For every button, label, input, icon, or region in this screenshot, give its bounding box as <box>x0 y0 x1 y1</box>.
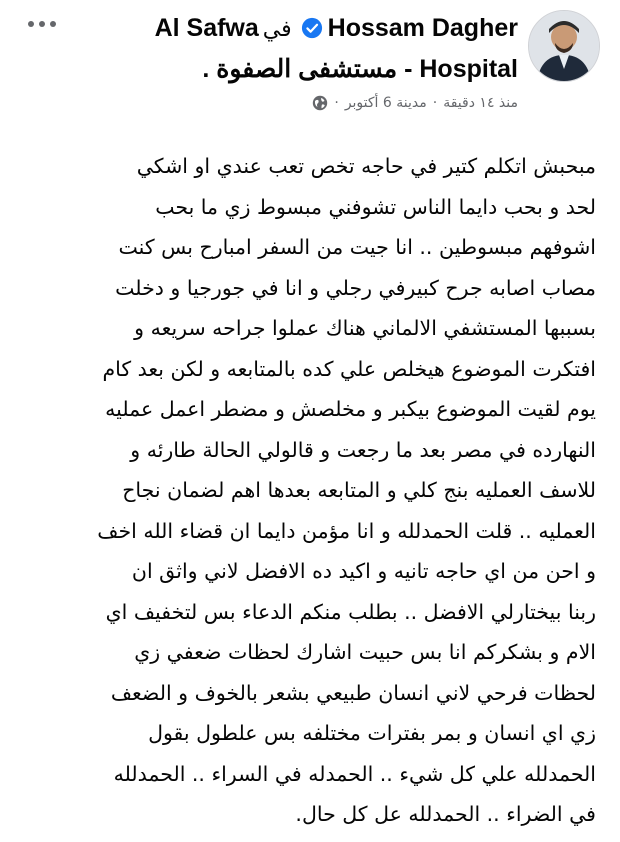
post-line: لحظات فرحي لاني انسان طبيعي بشعر بالخوف و الضعف <box>110 680 596 705</box>
author-avatar[interactable] <box>528 10 600 82</box>
post-time[interactable]: منذ ١٤ دقيقة <box>443 95 518 111</box>
post-line: لحد و بحب دايما الناس تشوفني مبسوط زي ما بحب <box>155 194 596 219</box>
more-options-icon <box>28 21 34 27</box>
post-line: في الضراء .. الحمدلله عل كل حال. <box>295 802 596 826</box>
post-meta <box>240 90 518 116</box>
meta-separator: · <box>432 95 438 111</box>
page-name-part1[interactable]: Al Safwa <box>154 14 259 42</box>
globe-icon[interactable] <box>312 95 328 111</box>
post-body <box>26 146 596 835</box>
post-line: النهارده في مصر بعد ما رجعت و قالولي الحالة طارئه و <box>130 437 596 462</box>
post-line: مبحبش اتكلم كتير في حاجه تخص تعب عندي او اشكي <box>136 154 596 178</box>
post-line: الحمدلله علي كل شيء .. الحمدله في السراء .. الحمدلله <box>113 761 596 786</box>
author-name[interactable]: Hossam Dagher <box>327 14 518 42</box>
post-line: افتكرت الموضوع هيخلص علي كده بالمتابعه و لكن بعد كام <box>102 356 596 381</box>
post-location[interactable]: مدينة 6 أكتوبر <box>344 95 427 111</box>
in-word: في <box>262 16 292 41</box>
post-header <box>95 8 518 89</box>
more-options-button[interactable] <box>20 12 64 36</box>
post-line: للاسف العمليه بنج كلي و المتابعه بعدها اهم لضمان نجاح <box>122 478 596 502</box>
post-line: بسببها المستشفي الالماني هناك عملوا جراحه سريعه و <box>134 316 596 340</box>
post-line: يوم لقيت الموضوع بيكبر و مخلصش و مضطر اعمل عمليه <box>105 397 596 421</box>
post-line: ربنا بيختارلي الافضل .. بطلب منكم الدعاء بس لتخفيف اي <box>105 599 596 624</box>
post-line: زي اي انسان و بمر بفترات مختلفه بس علطول بقول <box>148 721 596 745</box>
post-line: العمليه .. قلت الحمدلله و انا مؤمن دايما ان قضاء الله اخف <box>97 518 596 543</box>
post-line: مصاب اصابه جرح كبيرفي رجلي و انا في جورجيا و دخلت <box>115 275 596 300</box>
post-line: و احن من اي حاجه تانيه و اكيد ده الافضل لاني واثق ان <box>131 559 596 583</box>
post-title-line-1 <box>95 8 518 49</box>
post-line: الام و بشكركم انا بس حبيت اشارك لحظات ضعفي زي <box>134 640 596 664</box>
post-title-line-2 <box>95 49 518 89</box>
page-name-part2[interactable]: Hospital - مستشفى الصفوة . <box>202 55 518 83</box>
meta-separator-2: · <box>334 95 339 111</box>
avatar-image <box>529 11 599 81</box>
post-line: اشوفهم مبسوطين .. انا جيت من السفر امبارح بس كنت <box>118 235 596 259</box>
verified-badge-icon <box>301 17 323 39</box>
